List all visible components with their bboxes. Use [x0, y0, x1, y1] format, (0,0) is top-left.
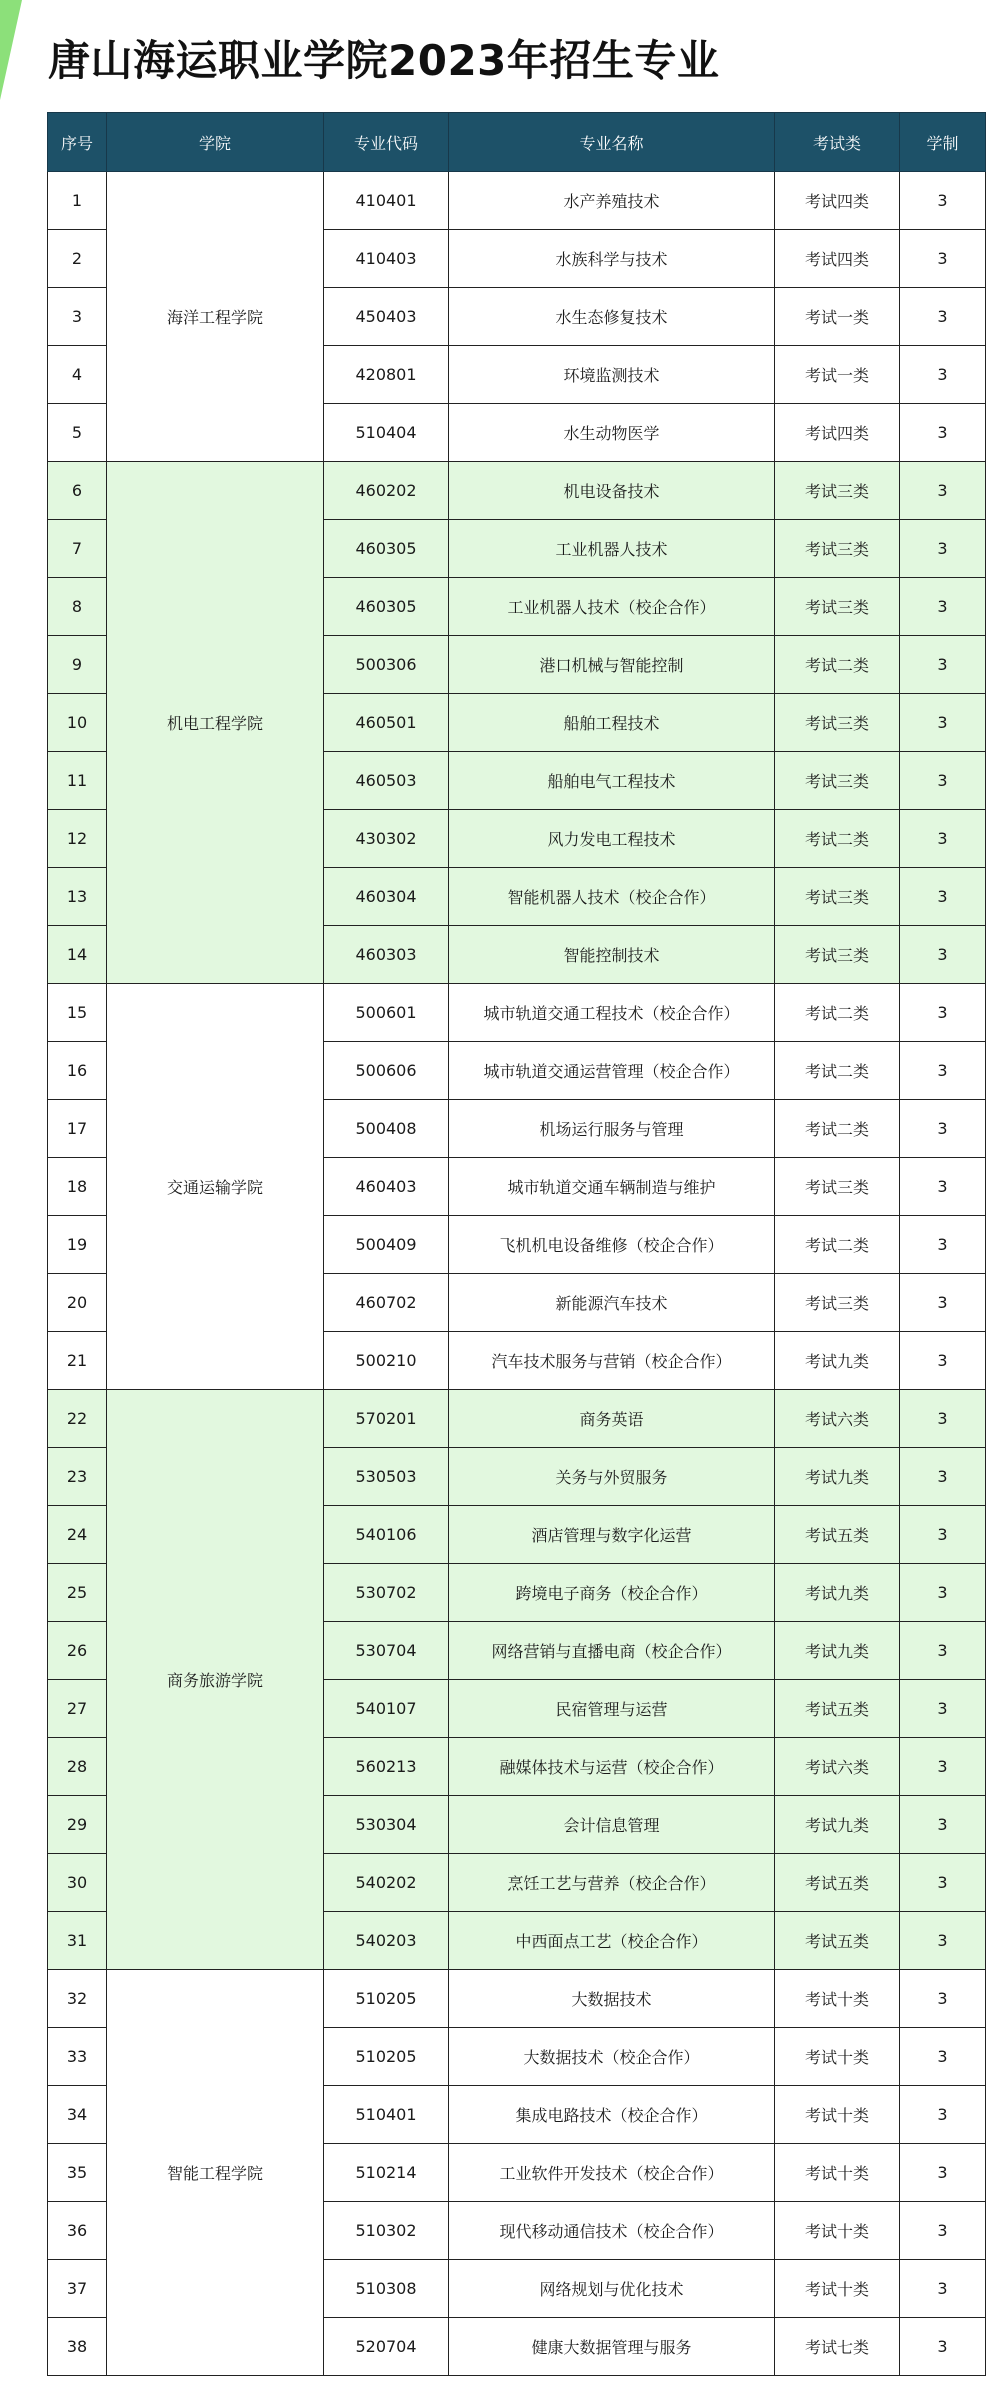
duration-cell: 3 — [900, 230, 986, 288]
major-name-cell: 城市轨道交通工程技术（校企合作） — [449, 984, 775, 1042]
row-number-cell: 21 — [48, 1332, 107, 1390]
major-name-cell: 大数据技术 — [449, 1970, 775, 2028]
exam-category-cell: 考试三类 — [775, 578, 900, 636]
major-code-cell: 460305 — [324, 520, 449, 578]
row-number-cell: 26 — [48, 1622, 107, 1680]
major-name-cell: 城市轨道交通运营管理（校企合作） — [449, 1042, 775, 1100]
table-row — [48, 1390, 986, 1448]
exam-category-cell: 考试五类 — [775, 1680, 900, 1738]
major-code-cell: 460501 — [324, 694, 449, 752]
major-name-cell: 集成电路技术（校企合作） — [449, 2086, 775, 2144]
exam-category-cell: 考试二类 — [775, 1042, 900, 1100]
major-code-cell: 410401 — [324, 172, 449, 230]
major-name-cell: 汽车技术服务与营销（校企合作） — [449, 1332, 775, 1390]
major-code-cell: 530704 — [324, 1622, 449, 1680]
duration-cell: 3 — [900, 694, 986, 752]
exam-category-cell: 考试六类 — [775, 1738, 900, 1796]
major-name-cell: 中西面点工艺（校企合作） — [449, 1912, 775, 1970]
major-name-cell: 工业机器人技术 — [449, 520, 775, 578]
exam-category-cell: 考试二类 — [775, 1100, 900, 1158]
exam-category-cell: 考试五类 — [775, 1506, 900, 1564]
header-cell: 专业名称 — [449, 113, 775, 172]
major-name-cell: 会计信息管理 — [449, 1796, 775, 1854]
major-code-cell: 450403 — [324, 288, 449, 346]
major-code-cell: 570201 — [324, 1390, 449, 1448]
row-number-cell: 13 — [48, 868, 107, 926]
major-code-cell: 510302 — [324, 2202, 449, 2260]
major-code-cell: 460304 — [324, 868, 449, 926]
corner-accent-shape — [0, 0, 22, 100]
major-name-cell: 关务与外贸服务 — [449, 1448, 775, 1506]
row-number-cell: 2 — [48, 230, 107, 288]
row-number-cell: 16 — [48, 1042, 107, 1100]
row-number-cell: 12 — [48, 810, 107, 868]
major-name-cell: 港口机械与智能控制 — [449, 636, 775, 694]
major-code-cell: 510404 — [324, 404, 449, 462]
major-code-cell: 500306 — [324, 636, 449, 694]
row-number-cell: 3 — [48, 288, 107, 346]
exam-category-cell: 考试二类 — [775, 636, 900, 694]
duration-cell: 3 — [900, 752, 986, 810]
major-name-cell: 工业软件开发技术（校企合作） — [449, 2144, 775, 2202]
exam-category-cell: 考试十类 — [775, 2028, 900, 2086]
major-name-cell: 城市轨道交通车辆制造与维护 — [449, 1158, 775, 1216]
duration-cell: 3 — [900, 1448, 986, 1506]
exam-category-cell: 考试三类 — [775, 462, 900, 520]
row-number-cell: 30 — [48, 1854, 107, 1912]
major-code-cell: 540106 — [324, 1506, 449, 1564]
major-name-cell: 水产养殖技术 — [449, 172, 775, 230]
duration-cell: 3 — [900, 1274, 986, 1332]
major-code-cell: 510214 — [324, 2144, 449, 2202]
duration-cell: 3 — [900, 2086, 986, 2144]
major-name-cell: 机电设备技术 — [449, 462, 775, 520]
major-name-cell: 酒店管理与数字化运营 — [449, 1506, 775, 1564]
major-code-cell: 530702 — [324, 1564, 449, 1622]
duration-cell: 3 — [900, 1216, 986, 1274]
major-name-cell: 水生态修复技术 — [449, 288, 775, 346]
exam-category-cell: 考试六类 — [775, 1390, 900, 1448]
major-name-cell: 船舶工程技术 — [449, 694, 775, 752]
row-number-cell: 28 — [48, 1738, 107, 1796]
exam-category-cell: 考试二类 — [775, 810, 900, 868]
college-cell: 机电工程学院 — [107, 462, 324, 984]
exam-category-cell: 考试二类 — [775, 984, 900, 1042]
row-number-cell: 23 — [48, 1448, 107, 1506]
major-code-cell: 410403 — [324, 230, 449, 288]
major-code-cell: 510401 — [324, 2086, 449, 2144]
row-number-cell: 7 — [48, 520, 107, 578]
major-name-cell: 飞机机电设备维修（校企合作） — [449, 1216, 775, 1274]
exam-category-cell: 考试四类 — [775, 172, 900, 230]
duration-cell: 3 — [900, 926, 986, 984]
major-name-cell: 网络营销与直播电商（校企合作） — [449, 1622, 775, 1680]
duration-cell: 3 — [900, 1332, 986, 1390]
duration-cell: 3 — [900, 1506, 986, 1564]
duration-cell: 3 — [900, 1796, 986, 1854]
major-code-cell: 510205 — [324, 2028, 449, 2086]
college-cell: 商务旅游学院 — [107, 1390, 324, 1970]
exam-category-cell: 考试三类 — [775, 868, 900, 926]
major-name-cell: 智能机器人技术（校企合作） — [449, 868, 775, 926]
row-number-cell: 25 — [48, 1564, 107, 1622]
exam-category-cell: 考试四类 — [775, 404, 900, 462]
row-number-cell: 24 — [48, 1506, 107, 1564]
row-number-cell: 8 — [48, 578, 107, 636]
row-number-cell: 6 — [48, 462, 107, 520]
row-number-cell: 34 — [48, 2086, 107, 2144]
exam-category-cell: 考试九类 — [775, 1448, 900, 1506]
row-number-cell: 38 — [48, 2318, 107, 2376]
major-name-cell: 工业机器人技术（校企合作） — [449, 578, 775, 636]
row-number-cell: 4 — [48, 346, 107, 404]
duration-cell: 3 — [900, 578, 986, 636]
major-code-cell: 530503 — [324, 1448, 449, 1506]
major-code-cell: 510205 — [324, 1970, 449, 2028]
major-code-cell: 510308 — [324, 2260, 449, 2318]
major-name-cell: 机场运行服务与管理 — [449, 1100, 775, 1158]
major-name-cell: 融媒体技术与运营（校企合作） — [449, 1738, 775, 1796]
duration-cell: 3 — [900, 1158, 986, 1216]
major-code-cell: 500210 — [324, 1332, 449, 1390]
row-number-cell: 5 — [48, 404, 107, 462]
header-cell: 学制 — [900, 113, 986, 172]
duration-cell: 3 — [900, 1622, 986, 1680]
duration-cell: 3 — [900, 346, 986, 404]
major-name-cell: 大数据技术（校企合作） — [449, 2028, 775, 2086]
exam-category-cell: 考试七类 — [775, 2318, 900, 2376]
row-number-cell: 11 — [48, 752, 107, 810]
row-number-cell: 33 — [48, 2028, 107, 2086]
college-cell: 智能工程学院 — [107, 1970, 324, 2376]
duration-cell: 3 — [900, 810, 986, 868]
exam-category-cell: 考试九类 — [775, 1332, 900, 1390]
major-code-cell: 460305 — [324, 578, 449, 636]
exam-category-cell: 考试三类 — [775, 1274, 900, 1332]
exam-category-cell: 考试三类 — [775, 926, 900, 984]
major-name-cell: 水生动物医学 — [449, 404, 775, 462]
duration-cell: 3 — [900, 172, 986, 230]
major-code-cell: 500409 — [324, 1216, 449, 1274]
row-number-cell: 15 — [48, 984, 107, 1042]
duration-cell: 3 — [900, 1680, 986, 1738]
major-name-cell: 水族科学与技术 — [449, 230, 775, 288]
college-cell: 海洋工程学院 — [107, 172, 324, 462]
exam-category-cell: 考试一类 — [775, 346, 900, 404]
exam-category-cell: 考试十类 — [775, 2086, 900, 2144]
table-header-row — [48, 113, 986, 172]
major-name-cell: 风力发电工程技术 — [449, 810, 775, 868]
row-number-cell: 20 — [48, 1274, 107, 1332]
major-code-cell: 460202 — [324, 462, 449, 520]
exam-category-cell: 考试三类 — [775, 1158, 900, 1216]
major-code-cell: 460503 — [324, 752, 449, 810]
duration-cell: 3 — [900, 2144, 986, 2202]
major-name-cell: 商务英语 — [449, 1390, 775, 1448]
major-code-cell: 500606 — [324, 1042, 449, 1100]
major-name-cell: 跨境电子商务（校企合作） — [449, 1564, 775, 1622]
row-number-cell: 35 — [48, 2144, 107, 2202]
table-body — [48, 172, 986, 2376]
major-name-cell: 网络规划与优化技术 — [449, 2260, 775, 2318]
duration-cell: 3 — [900, 2260, 986, 2318]
duration-cell: 3 — [900, 1042, 986, 1100]
major-code-cell: 540107 — [324, 1680, 449, 1738]
row-number-cell: 27 — [48, 1680, 107, 1738]
duration-cell: 3 — [900, 1912, 986, 1970]
row-number-cell: 9 — [48, 636, 107, 694]
duration-cell: 3 — [900, 288, 986, 346]
major-name-cell: 新能源汽车技术 — [449, 1274, 775, 1332]
major-code-cell: 520704 — [324, 2318, 449, 2376]
major-code-cell: 500601 — [324, 984, 449, 1042]
page-title: 唐山海运职业学院2023年招生专业 — [48, 36, 720, 85]
row-number-cell: 31 — [48, 1912, 107, 1970]
duration-cell: 3 — [900, 984, 986, 1042]
header-cell: 学院 — [107, 113, 324, 172]
exam-category-cell: 考试十类 — [775, 2202, 900, 2260]
exam-category-cell: 考试十类 — [775, 2260, 900, 2318]
duration-cell: 3 — [900, 1100, 986, 1158]
duration-cell: 3 — [900, 404, 986, 462]
exam-category-cell: 考试三类 — [775, 752, 900, 810]
header-cell: 专业代码 — [324, 113, 449, 172]
exam-category-cell: 考试九类 — [775, 1622, 900, 1680]
row-number-cell: 32 — [48, 1970, 107, 2028]
major-name-cell: 智能控制技术 — [449, 926, 775, 984]
header-cell: 考试类 — [775, 113, 900, 172]
row-number-cell: 22 — [48, 1390, 107, 1448]
major-code-cell: 530304 — [324, 1796, 449, 1854]
major-code-cell: 460303 — [324, 926, 449, 984]
row-number-cell: 10 — [48, 694, 107, 752]
exam-category-cell: 考试二类 — [775, 1216, 900, 1274]
exam-category-cell: 考试十类 — [775, 2144, 900, 2202]
row-number-cell: 19 — [48, 1216, 107, 1274]
major-name-cell: 现代移动通信技术（校企合作） — [449, 2202, 775, 2260]
major-code-cell: 430302 — [324, 810, 449, 868]
duration-cell: 3 — [900, 2202, 986, 2260]
duration-cell: 3 — [900, 1970, 986, 2028]
duration-cell: 3 — [900, 868, 986, 926]
duration-cell: 3 — [900, 2028, 986, 2086]
major-name-cell: 环境监测技术 — [449, 346, 775, 404]
major-code-cell: 500408 — [324, 1100, 449, 1158]
exam-category-cell: 考试九类 — [775, 1564, 900, 1622]
major-code-cell: 420801 — [324, 346, 449, 404]
duration-cell: 3 — [900, 636, 986, 694]
row-number-cell: 29 — [48, 1796, 107, 1854]
enrollment-table — [47, 112, 986, 2376]
table-row — [48, 462, 986, 520]
exam-category-cell: 考试九类 — [775, 1796, 900, 1854]
row-number-cell: 37 — [48, 2260, 107, 2318]
duration-cell: 3 — [900, 1738, 986, 1796]
major-name-cell: 健康大数据管理与服务 — [449, 2318, 775, 2376]
table-row — [48, 172, 986, 230]
header-cell: 序号 — [48, 113, 107, 172]
college-cell: 交通运输学院 — [107, 984, 324, 1390]
major-code-cell: 560213 — [324, 1738, 449, 1796]
duration-cell: 3 — [900, 462, 986, 520]
major-code-cell: 460702 — [324, 1274, 449, 1332]
major-name-cell: 民宿管理与运营 — [449, 1680, 775, 1738]
exam-category-cell: 考试五类 — [775, 1854, 900, 1912]
exam-category-cell: 考试十类 — [775, 1970, 900, 2028]
exam-category-cell: 考试四类 — [775, 230, 900, 288]
major-code-cell: 540203 — [324, 1912, 449, 1970]
duration-cell: 3 — [900, 1854, 986, 1912]
duration-cell: 3 — [900, 2318, 986, 2376]
table-row — [48, 1970, 986, 2028]
table-row — [48, 984, 986, 1042]
major-name-cell: 烹饪工艺与营养（校企合作） — [449, 1854, 775, 1912]
row-number-cell: 18 — [48, 1158, 107, 1216]
exam-category-cell: 考试五类 — [775, 1912, 900, 1970]
duration-cell: 3 — [900, 1390, 986, 1448]
exam-category-cell: 考试三类 — [775, 694, 900, 752]
major-code-cell: 540202 — [324, 1854, 449, 1912]
major-name-cell: 船舶电气工程技术 — [449, 752, 775, 810]
exam-category-cell: 考试三类 — [775, 520, 900, 578]
duration-cell: 3 — [900, 1564, 986, 1622]
row-number-cell: 36 — [48, 2202, 107, 2260]
major-code-cell: 460403 — [324, 1158, 449, 1216]
row-number-cell: 17 — [48, 1100, 107, 1158]
row-number-cell: 1 — [48, 172, 107, 230]
exam-category-cell: 考试一类 — [775, 288, 900, 346]
duration-cell: 3 — [900, 520, 986, 578]
row-number-cell: 14 — [48, 926, 107, 984]
